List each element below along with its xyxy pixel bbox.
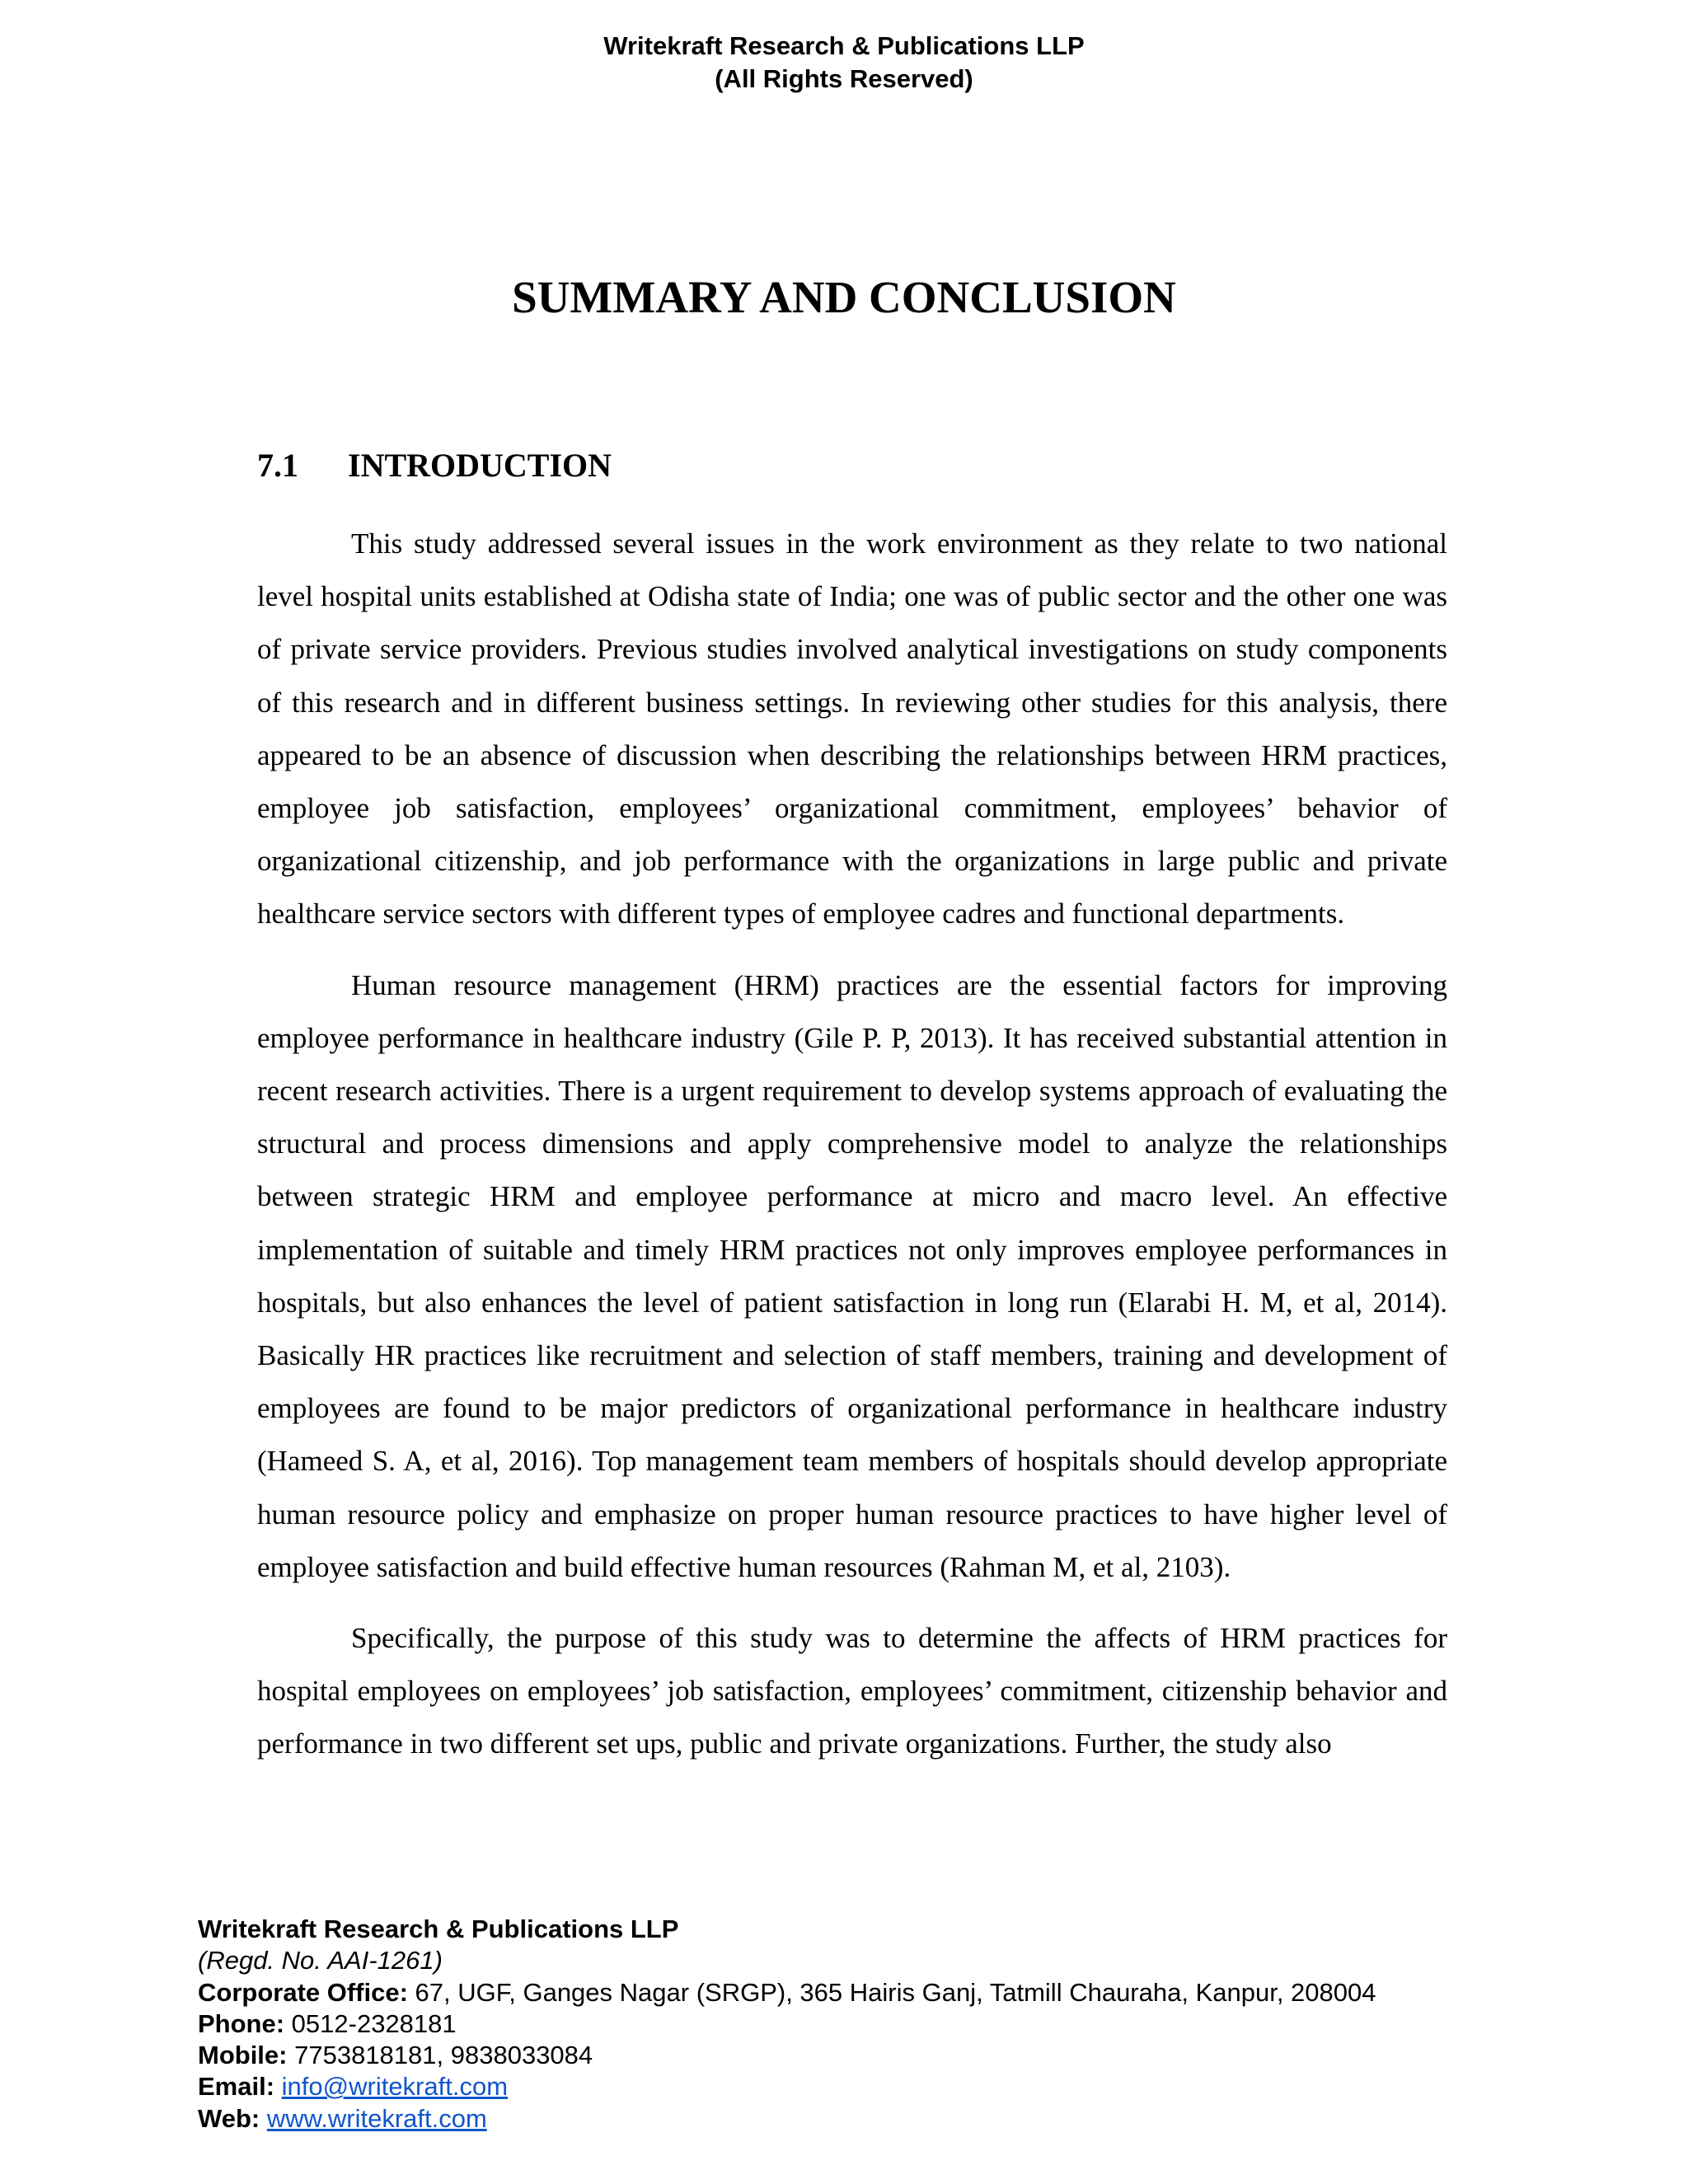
footer-phone bbox=[198, 2008, 1376, 2040]
footer-mobile bbox=[198, 2040, 1376, 2071]
header-company-name: Writekraft Research & Publications LLP bbox=[603, 31, 1085, 60]
paragraph-1: This study addressed several issues in the work environment as they relate to two national level hospital units established at Odisha state of India; one was of public sector and the other one was of private service providers. Previous studies involved analytical investigations on study components of this research and in different business settings. In reviewing other studies for this analysis, there appeared to be an absence of discussion when describing the relationships between HRM practices, employee job satisfaction, employees’ organizational commitment, employees’ behavior of organizational citizenship, and job performance with the organizations in large public and private healthcare service sectors with different types of employee cadres and functional departments. bbox=[257, 527, 1447, 930]
section-heading bbox=[257, 443, 612, 488]
mobile-numbers: 7753818181, 9838033084 bbox=[287, 2041, 593, 2070]
footer-company-name: Writekraft Research & Publications LLP bbox=[198, 1915, 679, 1943]
page-header bbox=[0, 30, 1688, 96]
chapter-title: SUMMARY AND CONCLUSION bbox=[512, 272, 1176, 322]
footer-web bbox=[198, 2103, 1376, 2135]
section-title: INTRODUCTION bbox=[348, 447, 612, 484]
header-rights-notice: (All Rights Reserved) bbox=[715, 64, 973, 93]
email-link[interactable]: info@writekraft.com bbox=[281, 2072, 509, 2102]
paragraph-2: Human resource management (HRM) practices are the essential factors for improving employee performance in healthcare industry (Gile P. P, 2013). It has received substantial attention in recent research activities. There is a urgent requirement to develop systems approach of evaluating the structural and process dimensions and apply comprehensive model to analyze the relationships between strategic HRM and employee performance at micro and macro level. An effective implementation of suitable and timely HRM practices not only improves employee performances in hospitals, but also enhances the level of patient satisfaction in long run (Elarabi H. M, et al, 2014). Basically HR practices like recruitment and selection of staff members, training and development of employees are found to be major predictors of organizational performance in healthcare industry (Hameed S. A, et al, 2016). Top management team members of hospitals should develop appropriate human resource policy and emphasize on proper human resource practices to have higher level of employee satisfaction and build effective human resources (Rahman M, et al, 2103). bbox=[257, 968, 1447, 1583]
web-label: Web: bbox=[198, 2103, 260, 2133]
paragraph-3: Specifically, the purpose of this study was to determine the affects of HRM practices for hospital employees on employees’ job satisfaction, employees’ commitment, citizenship behavior and performance in two different set ups, public and private organizations. Further, the study also bbox=[257, 1622, 1447, 1760]
office-address: 67, UGF, Ganges Nagar (SRGP), 365 Hairis Ganj, Tatmill Chauraha, Kanpur, 208004 bbox=[407, 1977, 1376, 2007]
office-label: Corporate Office: bbox=[198, 1977, 408, 2007]
website-link[interactable]: www.writekraft.com bbox=[266, 2103, 487, 2133]
section-number: 7.1 bbox=[257, 447, 298, 484]
email-label: Email: bbox=[198, 2072, 275, 2102]
phone-number: 0512-2328181 bbox=[284, 2008, 457, 2038]
footer-email bbox=[198, 2071, 1376, 2102]
footer-registration: (Regd. No. AAI-1261) bbox=[198, 1946, 443, 1975]
footer-office bbox=[198, 1977, 1376, 2008]
page-footer bbox=[198, 1914, 1376, 2135]
mobile-label: Mobile: bbox=[198, 2041, 288, 2070]
phone-label: Phone: bbox=[198, 2008, 285, 2038]
body-text bbox=[257, 518, 1447, 1789]
